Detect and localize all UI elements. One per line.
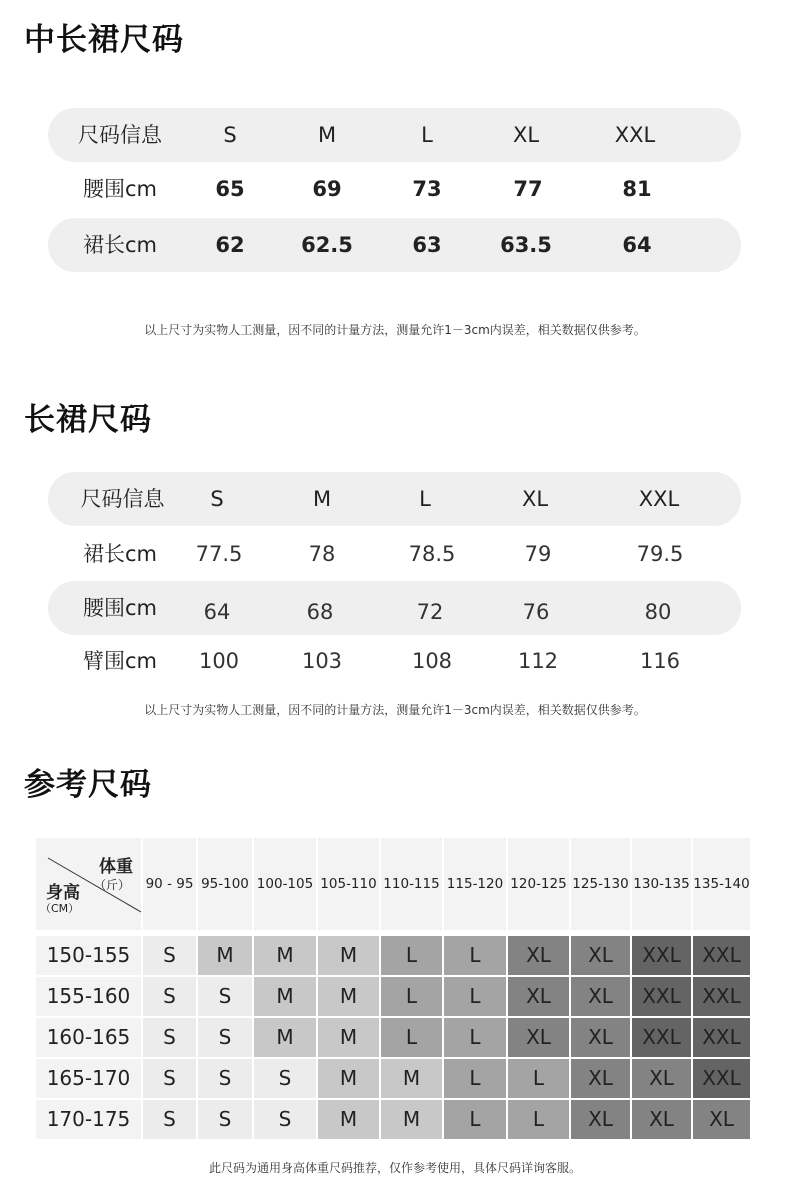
- table-cell: 64: [203, 600, 231, 624]
- table-cell: 63.5: [500, 233, 552, 257]
- row-label: 腰围cm: [82, 177, 157, 201]
- size-cell: M: [381, 1059, 442, 1098]
- size-cell: S: [143, 1100, 196, 1139]
- weight-header: 125-130: [571, 838, 630, 930]
- corner-header: [36, 838, 141, 930]
- weight-header: 105-110: [318, 838, 379, 930]
- section-title-reference-size: 参考尺码: [24, 767, 152, 803]
- table-row: [0, 634, 790, 688]
- size-cell: L: [381, 977, 442, 1016]
- table-cell: 72: [416, 600, 444, 624]
- weight-header: 100-105: [254, 838, 316, 930]
- weight-header: 130-135: [632, 838, 691, 930]
- size-table-header: [0, 472, 790, 526]
- table-row: [0, 527, 790, 581]
- size-cell: XL: [632, 1100, 691, 1139]
- table-cell: 103: [301, 649, 343, 673]
- weight-header: 135-140: [693, 838, 750, 930]
- table-cell: 62.5: [301, 233, 353, 257]
- size-cell: L: [508, 1100, 569, 1139]
- size-cell: XL: [571, 1100, 630, 1139]
- table-row: [0, 218, 790, 272]
- size-cell: XXL: [693, 1059, 750, 1098]
- table-cell: 78.5: [408, 542, 456, 566]
- size-cell: L: [444, 1059, 506, 1098]
- weight-unit: （斤）: [94, 878, 131, 892]
- size-cell: S: [198, 1100, 252, 1139]
- size-cell: XL: [571, 977, 630, 1016]
- size-cell: S: [254, 1100, 316, 1139]
- size-cell: S: [198, 1059, 252, 1098]
- weight-header: 110-115: [381, 838, 442, 930]
- size-cell: M: [254, 936, 316, 975]
- header-cell: M: [317, 123, 337, 147]
- size-cell: M: [318, 1018, 379, 1057]
- size-cell: S: [198, 977, 252, 1016]
- size-cell: S: [198, 1018, 252, 1057]
- table-cell: 77: [513, 177, 543, 201]
- size-table-header: [0, 108, 790, 162]
- weight-header: 115-120: [444, 838, 506, 930]
- row-label: 臂围cm: [82, 649, 157, 673]
- header-cell: 尺码信息: [78, 123, 162, 147]
- reference-note: 此尺码为通用身高体重尺码推荐，仅作参考使用，具体尺码详询客服。: [208, 1161, 581, 1175]
- size-cell: L: [444, 936, 506, 975]
- size-cell: L: [444, 977, 506, 1016]
- table-cell: 64: [622, 233, 652, 257]
- header-cell: XXL: [614, 123, 656, 147]
- size-cell: XL: [508, 1018, 569, 1057]
- table-cell: 81: [622, 177, 652, 201]
- size-cell: S: [143, 1059, 196, 1098]
- header-cell: XXL: [638, 487, 680, 511]
- height-label: 身高: [46, 883, 80, 903]
- table-cell: 79.5: [636, 542, 684, 566]
- size-cell: XL: [508, 977, 569, 1016]
- height-range-label: 150-155: [36, 936, 141, 975]
- header-cell: XL: [512, 123, 540, 147]
- size-cell: M: [318, 1100, 379, 1139]
- size-cell: XL: [571, 1059, 630, 1098]
- size-cell: XXL: [632, 977, 691, 1016]
- row-label: 裙长cm: [82, 233, 157, 257]
- size-cell: L: [381, 936, 442, 975]
- height-range-label: 160-165: [36, 1018, 141, 1057]
- table-cell: 73: [412, 177, 442, 201]
- height-range-label: 170-175: [36, 1100, 141, 1139]
- size-cell: XXL: [693, 1018, 750, 1057]
- header-cell: 尺码信息: [80, 487, 165, 511]
- table-cell: 65: [215, 177, 245, 201]
- table-cell: 77.5: [195, 542, 243, 566]
- table-cell: 112: [517, 649, 559, 673]
- size-cell: XXL: [693, 977, 750, 1016]
- row-label: 裙长cm: [82, 542, 157, 566]
- table-cell: 78: [308, 542, 336, 566]
- section-title-midi-skirt: 中长裙尺码: [24, 22, 184, 58]
- size-cell: S: [143, 1018, 196, 1057]
- size-cell: M: [318, 936, 379, 975]
- table-row: [0, 581, 790, 635]
- size-cell: XL: [508, 936, 569, 975]
- header-cell: S: [223, 123, 237, 147]
- row-label: 腰围cm: [82, 596, 157, 620]
- header-cell: M: [312, 487, 332, 511]
- height-range-label: 165-170: [36, 1059, 141, 1098]
- table-cell: 63: [412, 233, 442, 257]
- size-cell: M: [381, 1100, 442, 1139]
- size-cell: L: [508, 1059, 569, 1098]
- table-cell: 68: [306, 600, 334, 624]
- size-cell: XXL: [693, 936, 750, 975]
- size-cell: S: [254, 1059, 316, 1098]
- size-cell: L: [381, 1018, 442, 1057]
- header-cell: L: [419, 487, 431, 511]
- size-cell: S: [143, 936, 196, 975]
- size-cell: M: [198, 936, 252, 975]
- height-range-label: 155-160: [36, 977, 141, 1016]
- size-cell: XXL: [632, 1018, 691, 1057]
- weight-header: 95-100: [198, 838, 252, 930]
- weight-header: 120-125: [508, 838, 569, 930]
- measurement-note: 以上尺寸为实物人工测量，因不同的计量方法，测量允许1－3cm内误差，相关数据仅供参考。: [144, 703, 646, 717]
- table-cell: 79: [524, 542, 552, 566]
- height-unit: （CM）: [40, 902, 80, 915]
- size-cell: M: [254, 1018, 316, 1057]
- header-cell: XL: [521, 487, 549, 511]
- weight-label: 体重: [99, 857, 133, 877]
- size-cell: XL: [571, 1018, 630, 1057]
- size-cell: L: [444, 1018, 506, 1057]
- table-cell: 116: [639, 649, 681, 673]
- header-cell: L: [421, 123, 433, 147]
- size-cell: XL: [693, 1100, 750, 1139]
- header-cell: S: [210, 487, 224, 511]
- table-cell: 76: [522, 600, 550, 624]
- size-cell: L: [444, 1100, 506, 1139]
- size-cell: XL: [571, 936, 630, 975]
- measurement-note: 以上尺寸为实物人工测量，因不同的计量方法，测量允许1－3cm内误差，相关数据仅供参考。: [144, 323, 646, 337]
- table-cell: 62: [215, 233, 245, 257]
- reference-size-chart: [36, 838, 750, 1138]
- table-cell: 80: [644, 600, 672, 624]
- section-title-long-skirt: 长裙尺码: [24, 402, 152, 438]
- table-cell: 69: [312, 177, 342, 201]
- weight-header: 90 - 95: [143, 838, 196, 930]
- table-cell: 108: [411, 649, 453, 673]
- size-cell: M: [318, 977, 379, 1016]
- table-row: [0, 162, 790, 216]
- size-cell: M: [254, 977, 316, 1016]
- table-cell: 100: [198, 649, 240, 673]
- size-cell: XXL: [632, 936, 691, 975]
- size-cell: M: [318, 1059, 379, 1098]
- size-cell: S: [143, 977, 196, 1016]
- size-cell: XL: [632, 1059, 691, 1098]
